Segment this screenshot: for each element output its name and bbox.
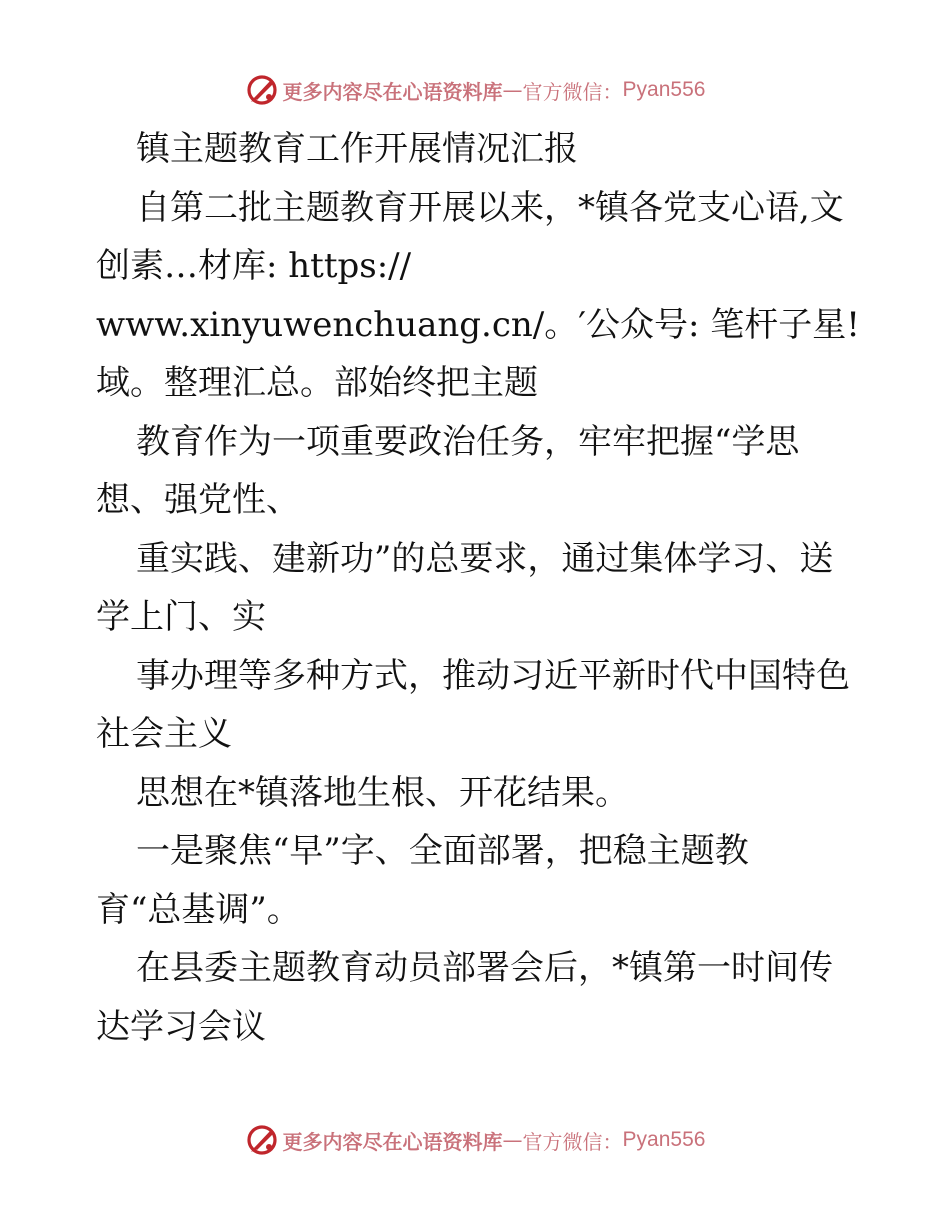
paragraph-line: www.xinyuwenchuang.cn/。′公众号: 笔杆子星! [96, 304, 860, 345]
paragraph-line: 一是聚焦“早”字、全面部署，把稳主题教 [136, 831, 749, 871]
banner-wechat-label: 官方微信： [522, 79, 623, 104]
paragraph-line: 育“总基调”。 [96, 889, 301, 930]
banner-dash: — [502, 78, 523, 102]
paragraph-line: 教育作为一项重要政治任务，牢牢把握“学思 [136, 421, 800, 462]
header-banner [0, 70, 950, 110]
banner-main-text: 更多内容尽在心语资料库 [282, 79, 503, 104]
paragraph-line: 想、强党性、 [96, 480, 300, 520]
footer-banner [0, 1120, 950, 1160]
paragraph-line: 重实践、建新功”的总要求，通过集体学习、送 [136, 538, 834, 579]
paragraph-line: 社会主义 [96, 714, 232, 754]
banner-dash: — [502, 1128, 523, 1152]
quill-pen-circle-icon [245, 1123, 279, 1157]
banner-wechat-id: Pyan556 [622, 1128, 706, 1151]
paragraph-line: 域。整理汇总。部始终把主题 [96, 363, 538, 403]
paragraph-line: 达学习会议 [96, 1006, 266, 1047]
paragraph-line: 在县委主题教育动员部署会后，*镇第一时间传 [136, 948, 833, 988]
paragraph-line: 思想在*镇落地生根、开花结果。 [136, 772, 629, 813]
paragraph-line: 创素…材库: https:// [96, 246, 412, 286]
banner-wechat-id: Pyan556 [622, 78, 706, 101]
quill-pen-circle-icon [245, 73, 279, 107]
paragraph-line: 自第二批主题教育开展以来，*镇各党支心语,文 [136, 187, 844, 228]
paragraph-line: 事办理等多种方式，推动习近平新时代中国特色 [136, 655, 850, 696]
paragraph-line: 学上门、实 [96, 597, 266, 637]
document-body [96, 120, 860, 1056]
banner-main-text: 更多内容尽在心语资料库 [282, 1129, 503, 1154]
banner-wechat-label: 官方微信： [522, 1129, 623, 1154]
document-title: 镇主题教育工作开展情况汇报 [136, 129, 578, 169]
